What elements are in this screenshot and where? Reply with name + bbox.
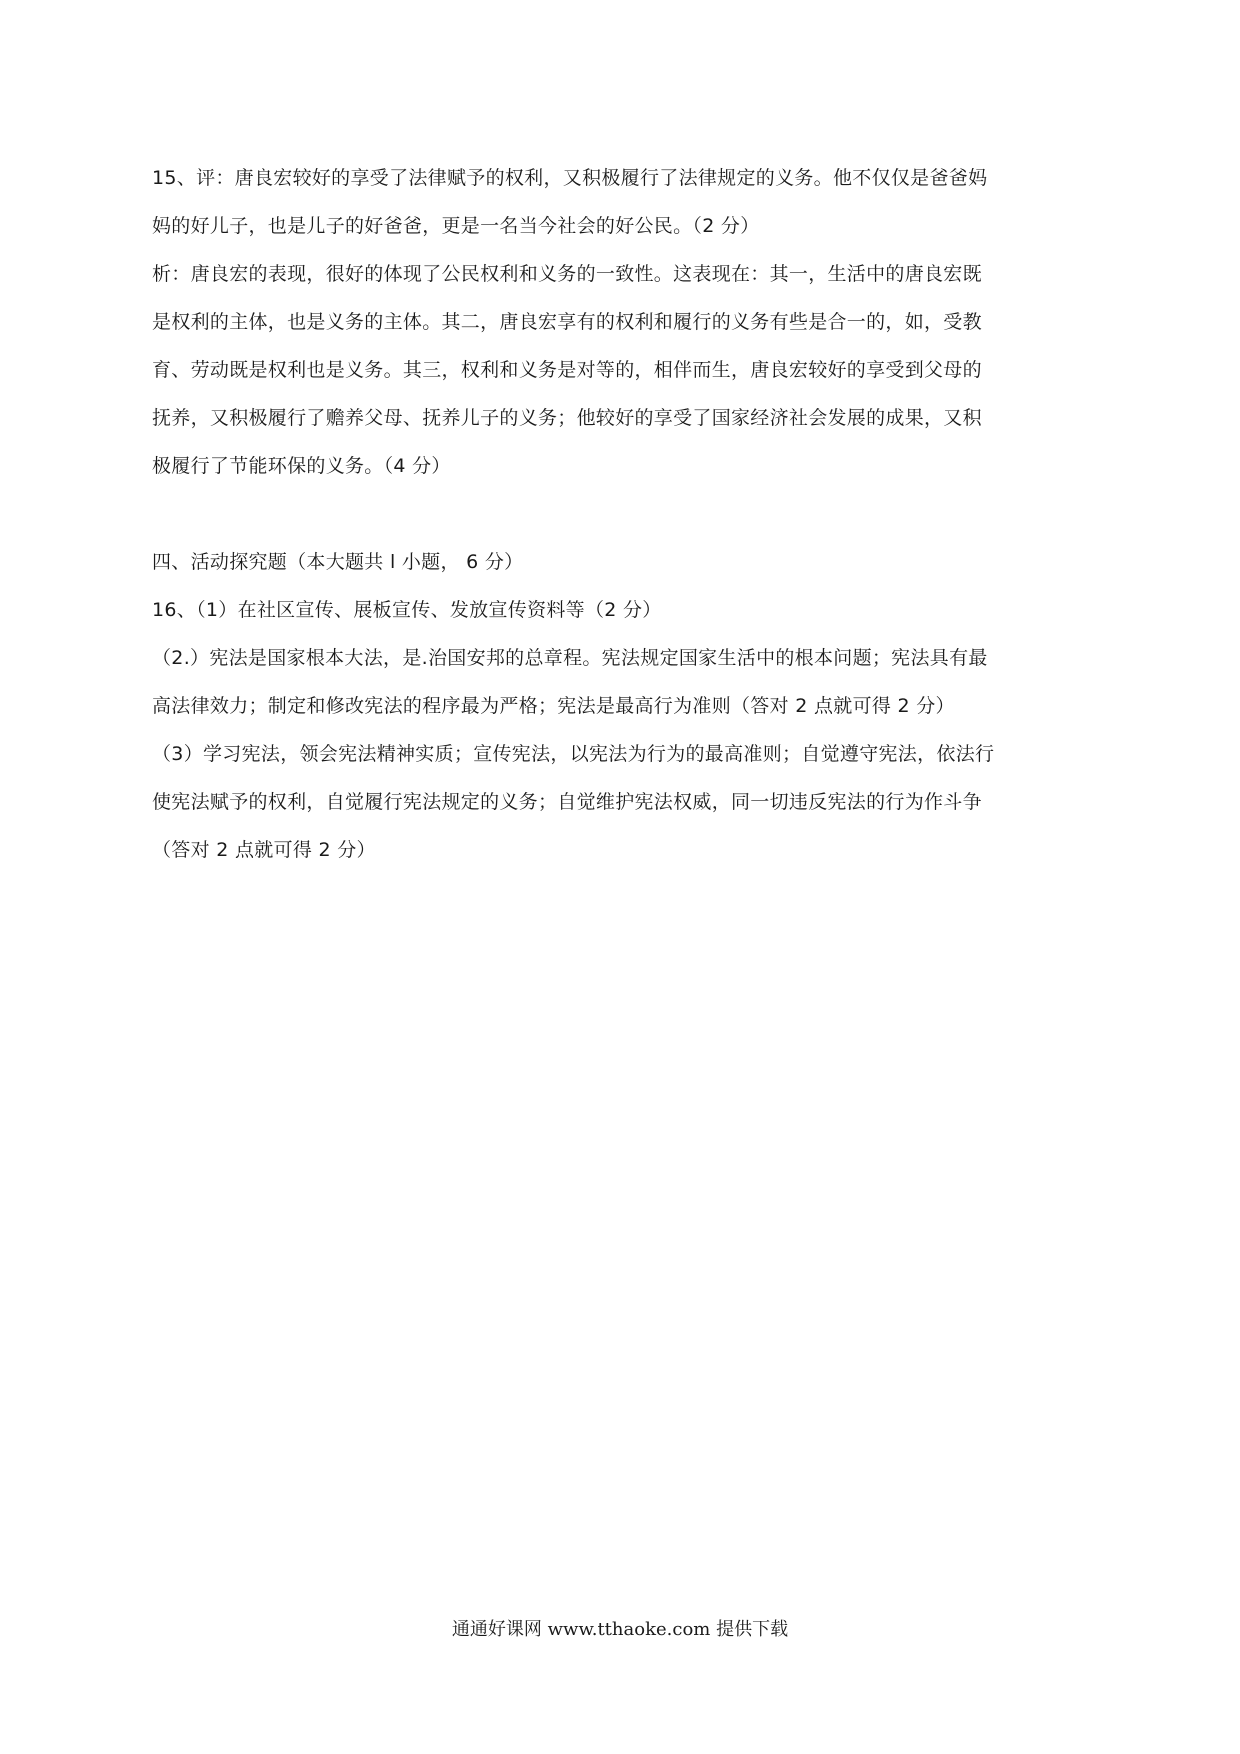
question-15-answer [152, 154, 1102, 490]
question-16-answer [152, 586, 1102, 874]
text-line: 高法律效力；制定和修改宪法的程序最为严格；宪法是最高行为准则（答对 2 点就可得 2 分） [152, 695, 955, 717]
page-footer: 通通好课网 www.tthaoke.com 提供下载 [451, 1619, 789, 1640]
section-heading: 四、活动探究题（本大题共 l 小题， 6 分） [152, 551, 524, 573]
text-line: 16、（1）在社区宣传、展板宣传、发放宣传资料等（2 分） [152, 599, 662, 621]
answer-content [152, 154, 1102, 874]
text-line: 是权利的主体，也是义务的主体。其二，唐良宏享有的权利和履行的义务有些是合一的，如，受教 [152, 311, 982, 333]
text-line: 15、评：唐良宏较好的享受了法律赋予的权利，又积极履行了法律规定的义务。他不仅仅是爸爸妈 [152, 167, 988, 189]
text-line: 妈的好儿子，也是儿子的好爸爸，更是一名当今社会的好公民。（2 分） [152, 215, 760, 237]
text-line: 抚养，又积极履行了赡养父母、抚养儿子的义务；他较好的享受了国家经济社会发展的成果，又积 [152, 407, 982, 429]
text-line: 极履行了节能环保的义务。（4 分） [152, 455, 451, 477]
text-line: 育、劳动既是权利也是义务。其三，权利和义务是对等的，相伴而生，唐良宏较好的享受到父母的 [152, 359, 982, 381]
text-line: 析：唐良宏的表现，很好的体现了公民权利和义务的一致性。这表现在：其一，生活中的唐良宏既 [152, 263, 982, 285]
spacer [152, 490, 1102, 538]
text-line: （2.）宪法是国家根本大法，是.治国安邦的总章程。宪法规定国家生活中的根本问题；宪法具有最 [152, 647, 988, 669]
text-line: （3）学习宪法，领会宪法精神实质；宣传宪法，以宪法为行为的最高准则；自觉遵守宪法，依法行 [152, 743, 995, 765]
text-line: （答对 2 点就可得 2 分） [152, 839, 376, 861]
text-line: 使宪法赋予的权利，自觉履行宪法规定的义务；自觉维护宪法权威，同一切违反宪法的行为作斗争 [152, 791, 982, 813]
